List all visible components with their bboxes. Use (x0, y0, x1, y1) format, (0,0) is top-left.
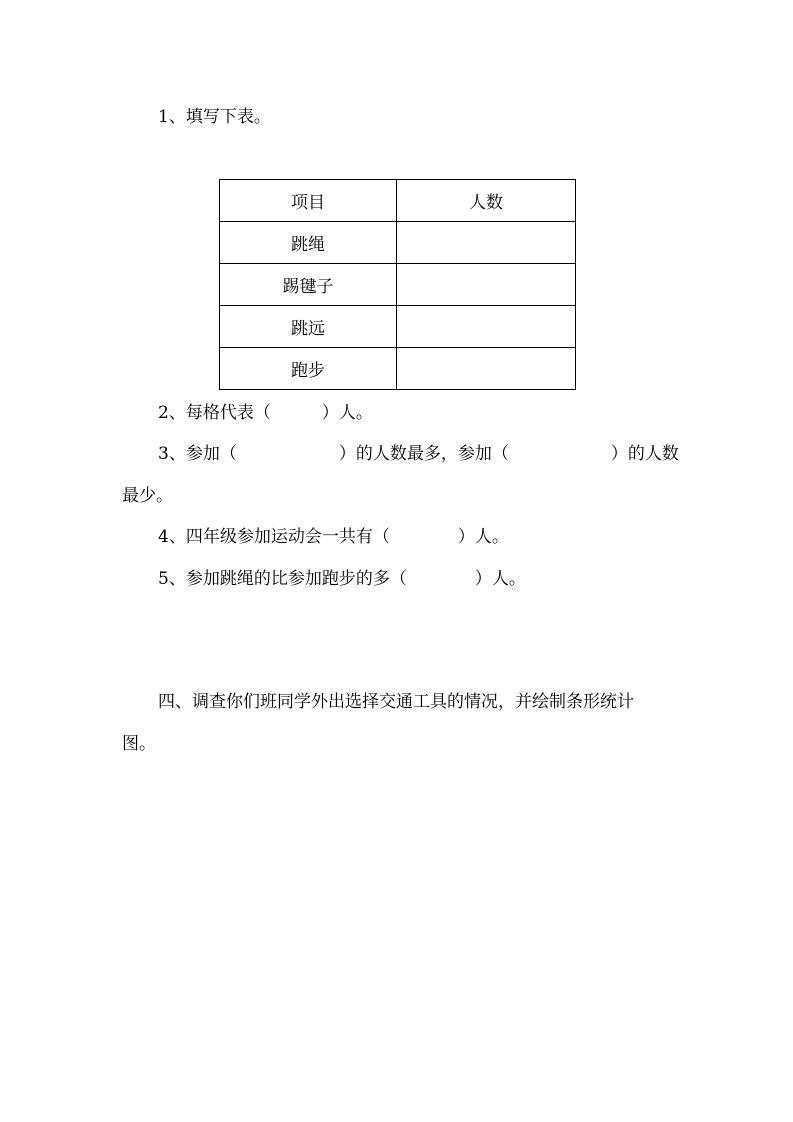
question-5: 5、参加跳绳的比参加跑步的多（ ）人。 (158, 569, 526, 589)
question-1: 1、填写下表。 (158, 107, 271, 127)
item-cell: 踢毽子 (220, 264, 397, 306)
section-4-line-2: 图。 (122, 734, 156, 754)
question-4: 4、四年级参加运动会一共有（ ）人。 (158, 527, 509, 547)
count-cell[interactable] (397, 264, 576, 306)
item-cell: 跳绳 (220, 222, 397, 264)
question-3-line-1: 3、参加（ ）的人数最多，参加（ ）的人数 (158, 444, 679, 464)
header-count: 人数 (397, 180, 576, 222)
item-cell: 跑步 (220, 348, 397, 390)
section-4-line-1: 四、调查你们班同学外出选择交通工具的情况，并绘制条形统计 (158, 692, 634, 712)
count-cell[interactable] (397, 348, 576, 390)
survey-table (219, 179, 576, 390)
header-item: 项目 (220, 180, 397, 222)
table-row (220, 306, 576, 348)
question-2: 2、每格代表（ ）人。 (158, 403, 373, 423)
question-3-line-2: 最少。 (122, 486, 173, 506)
count-cell[interactable] (397, 222, 576, 264)
item-cell: 跳远 (220, 306, 397, 348)
table-row (220, 264, 576, 306)
count-cell[interactable] (397, 306, 576, 348)
table-row (220, 222, 576, 264)
table-row (220, 348, 576, 390)
table-header-row (220, 180, 576, 222)
